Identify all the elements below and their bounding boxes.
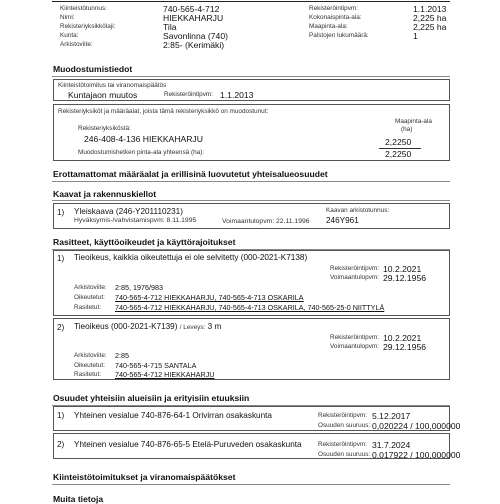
section-title-kiinteistotoimitukset: Kiinteistötoimitukset ja viranomaispäätökset <box>53 472 236 482</box>
section-title-kaavat: Kaavat ja rakennuskiellot <box>53 189 157 199</box>
plan-number: 1) <box>57 208 65 217</box>
plan-archive-value: 246Y961 <box>326 216 359 225</box>
value-arkistoviite: 2:85- (Kerimäki) <box>163 40 225 50</box>
value-maapinta-ala: 2,225 ha <box>413 22 447 32</box>
share-1-reg-label: Rekisteröintipvm: <box>318 412 368 419</box>
easement-1-reg-label: Rekisteröintipvm: <box>330 265 380 272</box>
label-arkistoviite: Arkistoviite: <box>60 41 93 48</box>
label-maapinta-ala: Maapinta-ala: <box>309 23 348 30</box>
value-kokonaispinta-ala: 2,225 ha <box>413 13 447 23</box>
easement-1-reg-value: 10.2.2021 <box>383 264 422 274</box>
section-rule <box>52 200 450 201</box>
section-rule <box>52 76 450 77</box>
easement-1-archive-value: 2:85, 1976/983 <box>115 283 163 292</box>
section-title-erottamattomat: Erottamattomat määräalat ja erillisinä luovutetut yhteisalueosuudet <box>53 169 328 179</box>
label-palstojen-lukumaara: Palstojen lukumäärä: <box>309 32 369 39</box>
easement-1-eff-label: Voimaantulopvm: <box>330 274 380 281</box>
label-rekisterointipvm: Rekisteröintipvm: <box>309 5 359 12</box>
easement-1-eff-value: 29.12.1956 <box>383 273 427 283</box>
area-unit: (ha) <box>401 126 413 133</box>
easement-2-number: 2) <box>57 323 65 332</box>
share-2-size-label: Osuuden suuruus: <box>318 451 371 458</box>
easement-2-beneficiaries-value: 740-565-4-715 SANTALA <box>115 361 197 370</box>
label-rekisteriyksikkolaji: Rekisteriyksikkölaji: <box>60 23 116 30</box>
share-box-1 <box>53 406 461 431</box>
easement-2-name: Tieoikeus (000-2021-K7139) <box>74 322 178 331</box>
easement-2-burdened-label: Rasitetut: <box>74 371 101 378</box>
easement-2-eff-value: 29.12.1956 <box>383 342 427 352</box>
plan-approved: Hyväksymis-/vahvistamispvm: 8.11.1995 <box>74 217 197 224</box>
label-nimi: Nimi: <box>60 14 75 21</box>
plan-box <box>53 203 450 229</box>
value-rekisteriyksikkolaji: Tila <box>163 22 177 32</box>
easement-2-beneficiaries-label: Oikeutetut: <box>74 362 105 369</box>
procedure-reg-value: 1.1.2013 <box>220 90 254 100</box>
formation-units-box <box>53 104 450 161</box>
label-kokonaispinta-ala: Kokonaispinta-ala: <box>309 14 362 21</box>
easement-box-2 <box>53 318 450 380</box>
procedure-reg-label: Rekisteröintipvm: <box>164 91 214 98</box>
share-2-number: 2) <box>57 440 65 449</box>
easement-box-1 <box>53 250 450 316</box>
cut-off-heading: Muita tietoja <box>53 494 104 504</box>
value-rekisterointipvm: 1.1.2013 <box>413 4 447 14</box>
easement-2-archive-label: Arkistoviite: <box>74 352 107 359</box>
easement-1-archive-label: Arkistoviite: <box>74 284 107 291</box>
share-2-name: Yhteinen vesialue 740-876-65-5 Etelä-Puruveden osakaskunta <box>74 440 302 449</box>
units-intro: Rekisteriyksiköt ja määräalat, joista tämä rekisteriyksikkö on muodostunut: <box>58 108 269 115</box>
easement-1-description: Tieoikeus, kaikkia oikeutettuja ei ole selvitetty (000-2021-K7138) <box>74 253 308 262</box>
area-value: 2,2250 <box>385 137 412 147</box>
share-1-size-label: Osuuden suuruus: <box>318 422 371 429</box>
label-kunta: Kunta: <box>60 32 79 39</box>
section-rule <box>52 181 450 182</box>
procedure-value: Kuntajaon muutos <box>68 90 138 100</box>
easement-2-reg-label: Rekisteröintipvm: <box>330 334 380 341</box>
easement-1-burdened-value: 740-565-4-712 HIEKKAHARJU, 740-565-4-713 OSKARILA, 740-565-25-0 NIITTYLÄ <box>115 303 385 312</box>
total-label: Muodostumishetken pinta-ala yhteensä (ha): <box>78 149 205 156</box>
plan-effective: Voimaantulopvm: 22.11.1996 <box>222 218 310 225</box>
easement-1-burdened-label: Rasitetut: <box>74 304 101 311</box>
formation-procedure-box <box>53 79 450 101</box>
section-title-rasitteet: Rasitteet, käyttöoikeudet ja käyttörajoitukset <box>53 237 236 247</box>
share-2-reg-label: Rekisteröintipvm: <box>318 441 368 448</box>
easement-2-width-value: 3 m <box>207 322 222 331</box>
easement-2-reg-value: 10.2.2021 <box>383 333 422 343</box>
value-palstojen-lukumaara: 1 <box>413 31 418 41</box>
share-1-reg-value: 5.12.2017 <box>372 411 411 421</box>
value-kiinteistotunnus: 740-565-4-712 <box>163 4 220 14</box>
easement-1-beneficiaries-value: 740-565-4-712 HIEKKAHARJU, 740-565-4-713 OSKARILA <box>115 293 304 302</box>
value-kunta: Savonlinna (740) <box>163 31 228 41</box>
share-2-reg-value: 31.7.2024 <box>372 440 411 450</box>
from-value: 246-408-4-136 HIEKKAHARJU <box>84 134 203 144</box>
value-nimi: HIEKKAHARJU <box>163 13 224 23</box>
share-2-size-value: 0,017922 / 100,000000 <box>372 450 461 460</box>
plan-archive-label: Kaavan arkistotunnus: <box>326 207 390 214</box>
section-title-muodostumistiedot: Muodostumistiedot <box>53 64 133 74</box>
total-value: 2,2250 <box>385 149 412 159</box>
label-kiinteistotunnus: Kiinteistötunnus: <box>60 5 107 12</box>
easement-2-width-label: / Leveys: <box>179 324 206 331</box>
easement-2-burdened-value: 740-565-4-712 HIEKKAHARJU <box>115 370 215 379</box>
easement-1-beneficiaries-label: Oikeutetut: <box>74 294 105 301</box>
procedure-label: Kiinteistötoimitus tai viranomaispäätös <box>58 82 167 89</box>
share-box-2 <box>53 433 461 460</box>
share-1-name: Yhteinen vesialue 740-876-64-1 Orivirran osakaskunta <box>74 411 272 420</box>
easement-2-description <box>74 323 221 331</box>
section-title-osuudet: Osuudet yhteisiin alueisiin ja erityisiin etuuksiin <box>53 393 250 403</box>
easement-1-number: 1) <box>57 254 65 263</box>
share-1-number: 1) <box>57 411 65 420</box>
top-rule <box>52 1 450 2</box>
easement-2-eff-label: Voimaantulopvm: <box>330 343 380 350</box>
from-label: Rekisteriyksiköstä: <box>78 125 131 132</box>
share-1-size-value: 0,020224 / 100,000000 <box>372 421 461 431</box>
plan-name: Yleiskaava (246-Y201110231) <box>74 207 183 216</box>
easement-2-archive-value: 2:85 <box>115 351 129 360</box>
section-rule <box>52 484 450 485</box>
area-header: Maapinta-ala <box>395 118 432 125</box>
